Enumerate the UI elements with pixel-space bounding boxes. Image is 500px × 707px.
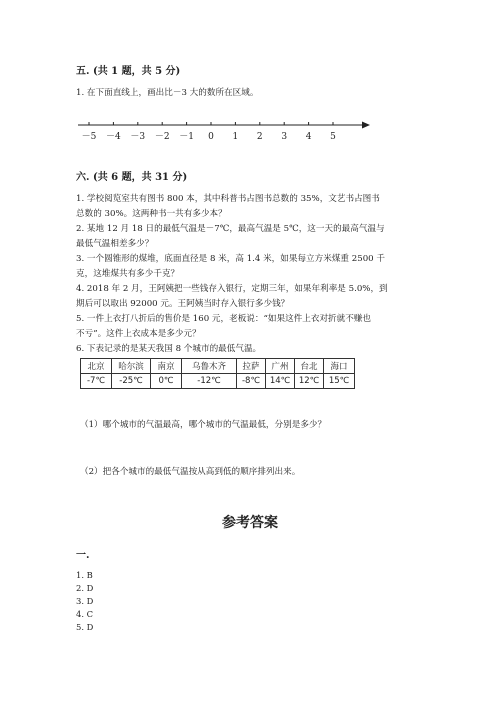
table-cell: -25℃ (112, 374, 151, 389)
number-line-label: 0 (208, 132, 214, 142)
table-row-cities (81, 359, 355, 374)
number-line-label: 5 (330, 132, 336, 142)
table-cell: 15℃ (324, 374, 355, 389)
number-line-label: －1 (179, 132, 194, 142)
section-6-questions (76, 192, 426, 357)
table-cell: 0℃ (151, 374, 182, 389)
table-cell: 海口 (324, 359, 355, 374)
number-line-label: 3 (281, 132, 288, 142)
number-line-label: －5 (81, 132, 97, 142)
number-line-label: 1 (232, 132, 239, 142)
table-cell: 北京 (81, 359, 112, 374)
sub-question-1: （1）哪个城市的气温最高，哪个城市的气温最低，分别是多少？ (80, 420, 327, 430)
number-line-label: －3 (130, 132, 146, 142)
section-5-question: 1. 在下面直线上，画出比－3 大的数所在区域。 (76, 88, 259, 98)
question-line: 5. 一件上衣打八折后的售价是 160 元，老板说：“如果这件上衣对折就不赚也 (76, 314, 372, 324)
table-cell: 14℃ (266, 374, 295, 389)
temperature-table (80, 358, 355, 389)
number-line-label: 4 (305, 132, 312, 142)
answer-item: 4. C (76, 609, 94, 619)
table-cell: -7℃ (81, 374, 112, 389)
answers-section-label: 一. (76, 550, 90, 561)
section-5-title: 五. (共 1 题，共 5 分) (76, 66, 181, 77)
question-line: 总数的 30%。这两种书一共有多少本？ (76, 209, 227, 219)
answers-list (76, 569, 93, 634)
question-line: 2. 某地 12 月 18 日的最低气温是－7℃，最高气温是 5℃，这一天的最高气温与 (76, 224, 385, 234)
table-row-temps (81, 374, 355, 389)
question-line: 4. 2018 年 2 月，王阿姨把一些钱存入银行，定期三年，如果年利率是 5.0%，到 (76, 284, 388, 294)
table-cell: -8℃ (237, 374, 266, 389)
table-cell: 乌鲁木齐 (182, 359, 237, 374)
answer-item: 3. D (76, 596, 94, 606)
answer-item: 1. B (76, 570, 93, 580)
number-line-label: －2 (154, 132, 170, 142)
question-line: 6. 下表记录的是某天我国 8 个城市的最低气温。 (76, 344, 262, 354)
question-line: 期后可以取出 92000 元。王阿姨当时存入银行多少钱？ (76, 299, 290, 309)
number-line-label: －4 (106, 132, 121, 142)
number-line-label: 2 (256, 132, 263, 142)
question-line: 3. 一个圆锥形的煤堆，底面直径是 8 米，高 1.4 米，如果每立方米煤重 2500 千 (76, 254, 385, 264)
number-line (72, 118, 372, 148)
answer-item: 5. D (76, 622, 94, 632)
sub-question-2: （2）把各个城市的最低气温按从高到低的顺序排列出来。 (80, 467, 301, 477)
table-cell: 哈尔滨 (112, 359, 151, 374)
question-line: 不亏”。这件上衣成本是多少元？ (76, 329, 201, 339)
table-cell: 台北 (295, 359, 324, 374)
question-line: 最低气温相差多少？ (76, 239, 154, 249)
question-line: 克，这堆煤共有多少千克？ (76, 269, 180, 279)
question-line: 1. 学校阅览室共有图书 800 本，其中科普书占图书总数的 35%，文艺书占图书 (76, 194, 380, 204)
answer-item: 2. D (76, 583, 94, 593)
table-cell: 广州 (266, 359, 295, 374)
table-cell: 12℃ (295, 374, 324, 389)
table-cell: 拉萨 (237, 359, 266, 374)
table-cell: 南京 (151, 359, 182, 374)
section-6-title: 六. (共 6 题，共 31 分) (76, 172, 188, 183)
table-cell: -12℃ (182, 374, 237, 389)
answers-title: 参考答案 (222, 515, 278, 531)
